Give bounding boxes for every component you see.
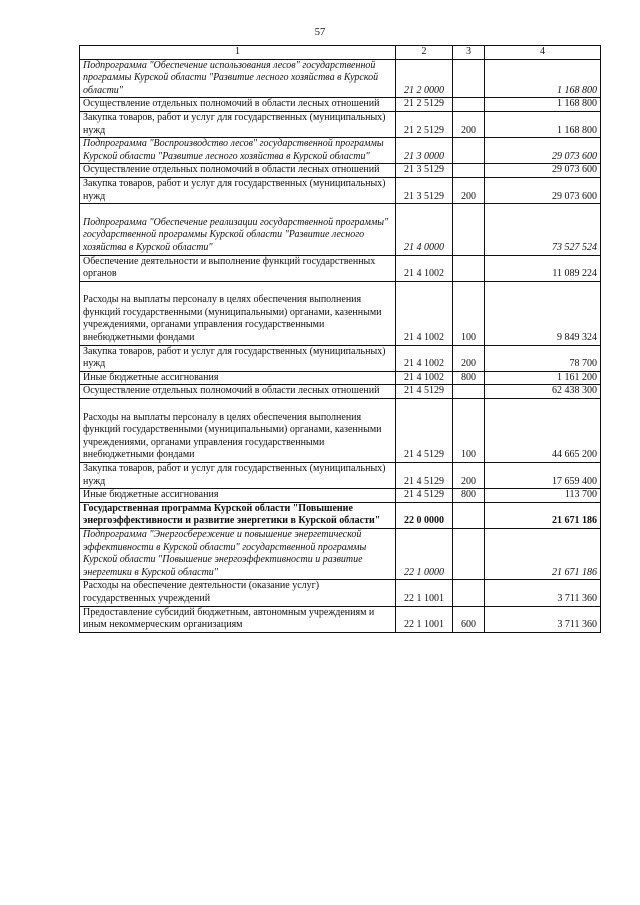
row-code: 21 4 5129 [396,385,453,399]
row-expense-type [453,204,485,255]
row-name-cell [80,281,396,345]
blank-line [83,282,392,295]
row-code: 21 3 0000 [396,138,453,164]
row-expense-type [453,528,485,579]
row-expense-type: 100 [453,399,485,463]
table-header-row [80,46,601,60]
row-name: Иные бюджетные ассигнования [83,489,219,501]
row-code: 21 4 0000 [396,204,453,255]
row-amount: 17 659 400 [485,463,601,489]
table-row [80,399,601,463]
table-row [80,580,601,606]
row-expense-type: 200 [453,463,485,489]
header-col-4: 4 [485,46,601,60]
row-amount: 1 168 800 [485,111,601,137]
row-expense-type: 200 [453,177,485,203]
row-amount: 29 073 600 [485,164,601,178]
row-amount: 21 671 186 [485,528,601,579]
row-name: Закупка товаров, работ и услуг для государственных (муниципальных) нужд [83,111,386,136]
row-amount: 1 161 200 [485,371,601,385]
table-row [80,528,601,579]
row-code: 21 4 1002 [396,371,453,385]
table-row [80,164,601,178]
row-code: 21 2 0000 [396,59,453,98]
row-code: 21 4 1002 [396,255,453,281]
row-name-cell [80,164,396,178]
row-amount: 1 168 800 [485,59,601,98]
row-name-cell [80,606,396,632]
row-expense-type [453,502,485,528]
row-amount: 3 711 360 [485,606,601,632]
blank-line [83,204,392,217]
row-name: Иные бюджетные ассигнования [83,371,219,383]
row-code: 21 3 5129 [396,177,453,203]
row-expense-type: 200 [453,111,485,137]
row-code: 21 4 5129 [396,399,453,463]
table-row [80,255,601,281]
row-name-cell [80,204,396,255]
row-code: 21 4 5129 [396,489,453,503]
row-amount: 78 700 [485,345,601,371]
row-amount: 44 665 200 [485,399,601,463]
table-row [80,489,601,503]
header-col-3: 3 [453,46,485,60]
table-row [80,345,601,371]
row-amount: 9 849 324 [485,281,601,345]
header-col-1: 1 [80,46,396,60]
row-amount: 3 711 360 [485,580,601,606]
row-amount: 73 527 524 [485,204,601,255]
row-name: Предоставление субсидий бюджетным, автономным учреждениям и иным некоммерческим организациям [83,606,375,631]
row-name-cell [80,385,396,399]
row-expense-type [453,138,485,164]
table-row [80,606,601,632]
row-amount: 62 438 300 [485,385,601,399]
row-name: Подпрограмма "Воспроизводство лесов" государственной программы Курской области "Развитие лесного хозяйства в Курской области" [83,138,384,162]
table-row [80,204,601,255]
row-name-cell [80,98,396,112]
row-name-cell [80,463,396,489]
row-code: 21 4 1002 [396,345,453,371]
row-name-cell [80,59,396,98]
row-name: Осуществление отдельных полномочий в области лесных отношений [83,98,380,110]
table-row [80,138,601,164]
row-expense-type [453,580,485,606]
row-amount: 113 700 [485,489,601,503]
table-row [80,98,601,112]
row-expense-type [453,255,485,281]
table-row [80,502,601,528]
row-name: Осуществление отдельных полномочий в области лесных отношений [83,164,380,176]
row-amount: 21 671 186 [485,502,601,528]
row-code: 21 2 5129 [396,111,453,137]
row-amount: 29 073 600 [485,138,601,164]
row-expense-type: 600 [453,606,485,632]
row-expense-type: 100 [453,281,485,345]
page-number: 57 [314,27,326,38]
row-name-cell [80,111,396,137]
row-amount: 29 073 600 [485,177,601,203]
row-name: Подпрограмма "Обеспечение реализации государственной программы" государственной программы Курской области "Развитие лесного хозяйства в Курской области" [83,216,389,253]
table-body [80,59,601,632]
row-name: Расходы на обеспечение деятельности (оказание услуг) государственных учреждений [83,580,320,604]
row-expense-type [453,164,485,178]
row-name-cell [80,177,396,203]
row-name-cell [80,345,396,371]
row-expense-type: 200 [453,345,485,371]
row-code: 21 4 5129 [396,463,453,489]
row-expense-type [453,59,485,98]
row-name-cell [80,502,396,528]
row-name: Расходы на выплаты персоналу в целях обеспечения выполнения функций государственными (муниципальными) органами, казенными учреждениями, органами управления государственными внебюджетными фондами [83,294,382,344]
row-name-cell [80,580,396,606]
table-row [80,111,601,137]
row-name: Закупка товаров, работ и услуг для государственных (муниципальных) нужд [83,463,386,487]
row-expense-type [453,385,485,399]
blank-line [83,399,392,412]
row-expense-type: 800 [453,371,485,385]
row-code: 22 1 0000 [396,528,453,579]
row-code: 21 3 5129 [396,164,453,178]
budget-table [79,45,601,633]
table-row [80,59,601,98]
row-name: Осуществление отдельных полномочий в области лесных отношений [83,385,380,397]
row-code: 22 1 1001 [396,580,453,606]
row-code: 22 0 0000 [396,502,453,528]
row-code: 21 2 5129 [396,98,453,112]
row-expense-type [453,98,485,112]
row-amount: 1 168 800 [485,98,601,112]
table-row [80,385,601,399]
row-name: Обеспечение деятельности и выполнение функций государственных органов [83,255,376,280]
table-row [80,371,601,385]
table-row [80,463,601,489]
row-name: Закупка товаров, работ и услуг для государственных (муниципальных) нужд [83,345,386,370]
header-col-2: 2 [396,46,453,60]
row-name-cell [80,528,396,579]
row-name: Закупка товаров, работ и услуг для государственных (муниципальных) нужд [83,177,386,202]
row-name: Государственная программа Курской области "Повышение энергоэффективности и развитие энергетики в Курской области" [83,502,381,527]
row-amount: 11 089 224 [485,255,601,281]
row-name: Расходы на выплаты персоналу в целях обеспечения выполнения функций государственными (муниципальными) органами, казенными учреждениями, органами управления государственными внебюджетными фондами [83,411,382,461]
row-name-cell [80,255,396,281]
table-row [80,177,601,203]
table-row [80,281,601,345]
row-name: Подпрограмма "Обеспечение использования лесов" государственной программы Курской области "Развитие лесного хозяйства в Курской области" [83,59,379,96]
row-expense-type: 800 [453,489,485,503]
row-name-cell [80,399,396,463]
row-code: 21 4 1002 [396,281,453,345]
row-name-cell [80,371,396,385]
row-name-cell [80,489,396,503]
row-name: Подпрограмма "Энергосбережение и повышение энергетической эффективности в Курской области" государственной программы Курской области "Повышение энергоэффективности и развитие энергетики в Курской области" [83,528,367,578]
row-name-cell [80,138,396,164]
row-code: 22 1 1001 [396,606,453,632]
